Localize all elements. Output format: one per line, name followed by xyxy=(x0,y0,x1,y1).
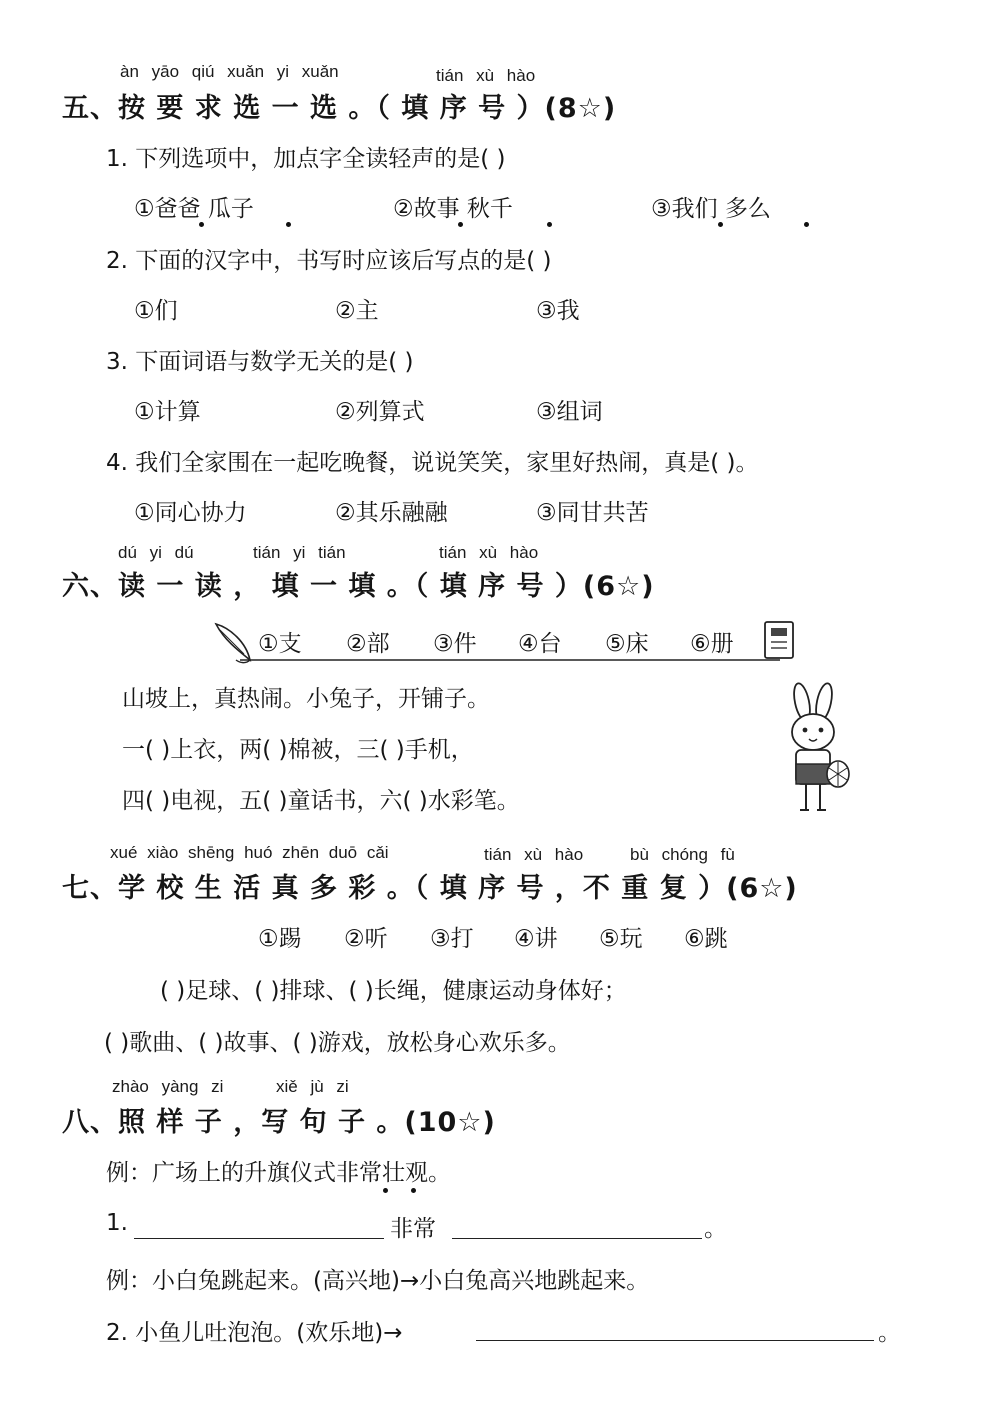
emphasis-dot xyxy=(458,222,463,227)
q5-3-question: 3. 下面词语与数学无关的是( ) xyxy=(106,349,414,375)
s6-option-3: ③件 xyxy=(433,631,477,657)
section-8-title: 八、照 样 子 ，写 句 子 。(10☆) xyxy=(62,1107,496,1138)
s6-text-line-2: 一( )上衣，两( )棉被，三( )手机， xyxy=(122,737,474,763)
s8-q2-question: 2. 小鱼儿吐泡泡。(欢乐地)→ xyxy=(106,1320,403,1346)
notebook-icon xyxy=(765,622,793,658)
q5-2-option-3: ③我 xyxy=(536,298,580,324)
q5-4-option-2: ②其乐融融 xyxy=(335,500,448,526)
s8-q1-number: 1. xyxy=(106,1210,128,1236)
s8-q2-blank[interactable] xyxy=(476,1340,874,1341)
s7-pinyin-norepeat: bù chóng fù xyxy=(630,845,735,864)
s7-text-line-2: ( )歌曲、( )故事、( )游戏，放松身心欢乐多。 xyxy=(104,1030,571,1056)
emphasis-dot xyxy=(383,1188,388,1193)
section-6-title: 六、读 一 读 ， 填 一 填 。（ 填 序 号 ）(6☆) xyxy=(62,571,655,602)
section-7-title: 七、学 校 生 活 真 多 彩 。（ 填 序 号 ，不 重 复 ）(6☆) xyxy=(62,873,798,904)
emphasis-dot xyxy=(547,222,552,227)
s8-example-1: 例：广场上的升旗仪式非常壮观。 xyxy=(106,1160,451,1186)
q5-1-option-3: ③我们 多么 xyxy=(651,196,771,222)
s6-pinyin-2: tián yi tián xyxy=(253,543,346,562)
q5-3-option-2: ②列算式 xyxy=(335,399,425,425)
s6-text-line-1: 山坡上，真热闹。小兔子，开铺子。 xyxy=(122,686,490,712)
emphasis-dot xyxy=(286,222,291,227)
q5-4-option-1: ①同心协力 xyxy=(134,500,247,526)
section-5-title: 五、按 要 求 选 一 选 。（ 填 序 号 ）(8☆) xyxy=(62,93,617,124)
bunny-illustration xyxy=(776,682,856,817)
q5-2-option-2: ②主 xyxy=(335,298,379,324)
q5-4-question: 4. 我们全家围在一起吃晚餐，说说笑笑，家里好热闹，真是( )。 xyxy=(106,450,759,476)
q5-2-option-1: ①们 xyxy=(134,298,178,324)
s8-q1-blank-1[interactable] xyxy=(134,1238,384,1239)
emphasis-dot xyxy=(199,222,204,227)
s7-option-3: ③打 xyxy=(430,926,474,952)
s7-option-4: ④讲 xyxy=(514,926,558,952)
s6-pinyin-3: tián xù hào xyxy=(439,543,539,562)
s6-option-6: ⑥册 xyxy=(690,631,734,657)
s6-option-4: ④台 xyxy=(518,631,562,657)
s8-q2-end: 。 xyxy=(878,1320,901,1346)
s8-q1-blank-2[interactable] xyxy=(452,1238,702,1239)
s7-option-1: ①踢 xyxy=(258,926,302,952)
q5-4-option-3: ③同甘共苦 xyxy=(536,500,649,526)
s7-text-line-1: ( )足球、( )排球、( )长绳，健康运动身体好； xyxy=(160,978,627,1004)
emphasis-dot xyxy=(718,222,723,227)
s5-pinyin-fill: tián xù hào xyxy=(436,66,536,85)
s8-pinyin-2: xiě jù zi xyxy=(276,1077,349,1096)
q5-3-option-3: ③组词 xyxy=(536,399,603,425)
s7-pinyin-title: xué xiào shēng huó zhēn duō cǎi xyxy=(110,843,389,862)
s8-pinyin-1: zhào yàng zi xyxy=(112,1077,224,1096)
s7-option-5: ⑤玩 xyxy=(599,926,643,952)
q5-1-question: 1. 下列选项中，加点字全读轻声的是( ) xyxy=(106,146,506,172)
s5-pinyin-title: àn yāo qiú xuǎn yi xuǎn xyxy=(120,62,339,81)
s6-option-1: ①支 xyxy=(258,631,302,657)
s7-option-2: ②听 xyxy=(344,926,388,952)
q5-1-option-2: ②故事 秋千 xyxy=(393,196,513,222)
s8-q1-middle: 非常 xyxy=(390,1216,436,1242)
s6-option-5: ⑤床 xyxy=(605,631,649,657)
s8-example-2: 例：小白兔跳起来。(高兴地)→小白兔高兴地跳起来。 xyxy=(106,1268,650,1294)
q5-2-question: 2. 下面的汉字中，书写时应该后写点的是( ) xyxy=(106,248,552,274)
emphasis-dot xyxy=(411,1188,416,1193)
s7-option-6: ⑥跳 xyxy=(684,926,728,952)
s8-q1-end: 。 xyxy=(704,1216,727,1242)
s7-pinyin-fill: tián xù hào xyxy=(484,845,584,864)
feather-icon xyxy=(216,624,250,663)
s6-pinyin-1: dú yi dú xyxy=(118,543,194,562)
s6-text-line-3: 四( )电视，五( )童话书，六( )水彩笔。 xyxy=(122,788,520,814)
emphasis-dot xyxy=(804,222,809,227)
s6-option-2: ②部 xyxy=(346,631,390,657)
q5-3-option-1: ①计算 xyxy=(134,399,201,425)
q5-1-option-1: ①爸爸 瓜子 xyxy=(134,196,254,222)
